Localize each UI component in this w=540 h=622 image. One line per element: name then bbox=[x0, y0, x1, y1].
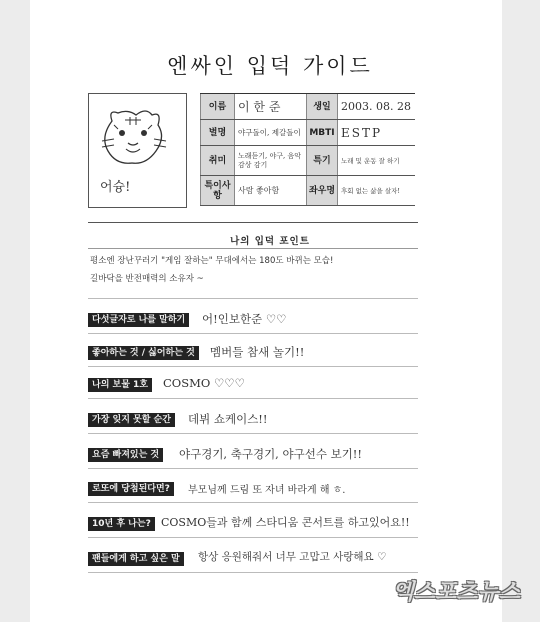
profile-row-name bbox=[200, 94, 415, 120]
question-lotto: 로또에 당첨된다면? bbox=[88, 482, 174, 496]
section-title: 나의 입덕 포인트 bbox=[230, 236, 310, 247]
divider-bottom bbox=[88, 248, 418, 249]
answer-ten-years: COSMO들과 함께 스타디움 콘서트를 하고있어요!! bbox=[161, 516, 410, 529]
label-special: 특이사항 bbox=[200, 176, 235, 205]
page-title: 엔싸인 입덕 가이드 bbox=[167, 54, 373, 78]
answer-lotto: 부모님께 드림 또 자녀 바라게 해 ㅎ. bbox=[188, 485, 346, 496]
label-hobby: 취미 bbox=[200, 146, 235, 175]
answer-five-letters: 어!인보한준 ♡♡ bbox=[202, 312, 287, 326]
value-special: 사람 좋아함 bbox=[238, 186, 280, 195]
answer-likes: 멤버들 참새 놀기!! bbox=[210, 345, 305, 359]
value-birthday: 2003. 08. 28 bbox=[341, 100, 411, 113]
watermark-logo: 엑스포츠뉴스 bbox=[392, 580, 520, 605]
answer-rule bbox=[88, 366, 418, 367]
profile-row-nickname bbox=[200, 120, 415, 146]
label-skill: 특기 bbox=[306, 146, 338, 175]
question-into: 요즘 빠져있는 것 bbox=[88, 448, 163, 462]
value-nickname: 야구돌이, 제갈돌이 bbox=[238, 128, 301, 137]
answer-rule bbox=[88, 572, 418, 573]
answer-into: 야구경기, 축구경기, 야구선수 보기!! bbox=[179, 447, 363, 461]
question-moment: 가장 잊지 못할 순간 bbox=[88, 413, 175, 427]
question-to-fans: 팬들에게 하고 싶은 말 bbox=[88, 552, 184, 566]
profile-table bbox=[200, 93, 415, 201]
answer-moment: 데뷔 쇼케이스!! bbox=[188, 412, 268, 426]
answer-rule bbox=[88, 398, 418, 399]
answer-rule bbox=[88, 333, 418, 334]
label-name: 이름 bbox=[200, 94, 235, 119]
question-treasure: 나의 보물 1호 bbox=[88, 378, 152, 392]
divider-top bbox=[88, 222, 418, 223]
tiger-doodle-icon bbox=[92, 103, 174, 173]
question-five-letters: 다섯글자로 나를 말하기 bbox=[88, 313, 189, 327]
profile-row-hobby bbox=[200, 146, 415, 176]
question-likes: 좋아하는 것 / 싫어하는 것 bbox=[88, 346, 199, 360]
answer-rule bbox=[88, 502, 418, 503]
divider-points bbox=[88, 298, 418, 299]
photo-caption: 어슝! bbox=[100, 180, 131, 195]
point-line-2: 길바닥을 반전매력의 소유자 ~ bbox=[90, 274, 204, 284]
profile-row-special bbox=[200, 176, 415, 206]
label-nickname: 별명 bbox=[200, 120, 235, 145]
label-birthday: 생일 bbox=[306, 94, 338, 119]
question-ten-years: 10년 후 나는? bbox=[88, 517, 155, 531]
point-line-1: 평소엔 장난꾸러기 "게임 잘하는" 무대에서는 180도 바뀌는 모습! bbox=[90, 256, 334, 266]
value-name: 이 한 준 bbox=[238, 100, 281, 114]
value-skill: 노래 및 운동 잘 하기 bbox=[341, 156, 400, 165]
value-mbti: ESTP bbox=[341, 125, 383, 140]
answer-rule bbox=[88, 433, 418, 434]
label-mbti: MBTI bbox=[306, 120, 338, 145]
answer-to-fans: 항상 응원해줘서 너무 고맙고 사랑해요 ♡ bbox=[198, 551, 387, 563]
label-motto: 좌우명 bbox=[306, 176, 338, 205]
answer-rule bbox=[88, 468, 418, 469]
answer-treasure: COSMO ♡♡♡ bbox=[163, 376, 245, 390]
value-motto: 후회 없는 삶을 살자! bbox=[341, 186, 401, 195]
value-hobby: 노래듣기, 야구, 음악 감상 감기 bbox=[238, 151, 301, 169]
answer-rule bbox=[88, 537, 418, 538]
